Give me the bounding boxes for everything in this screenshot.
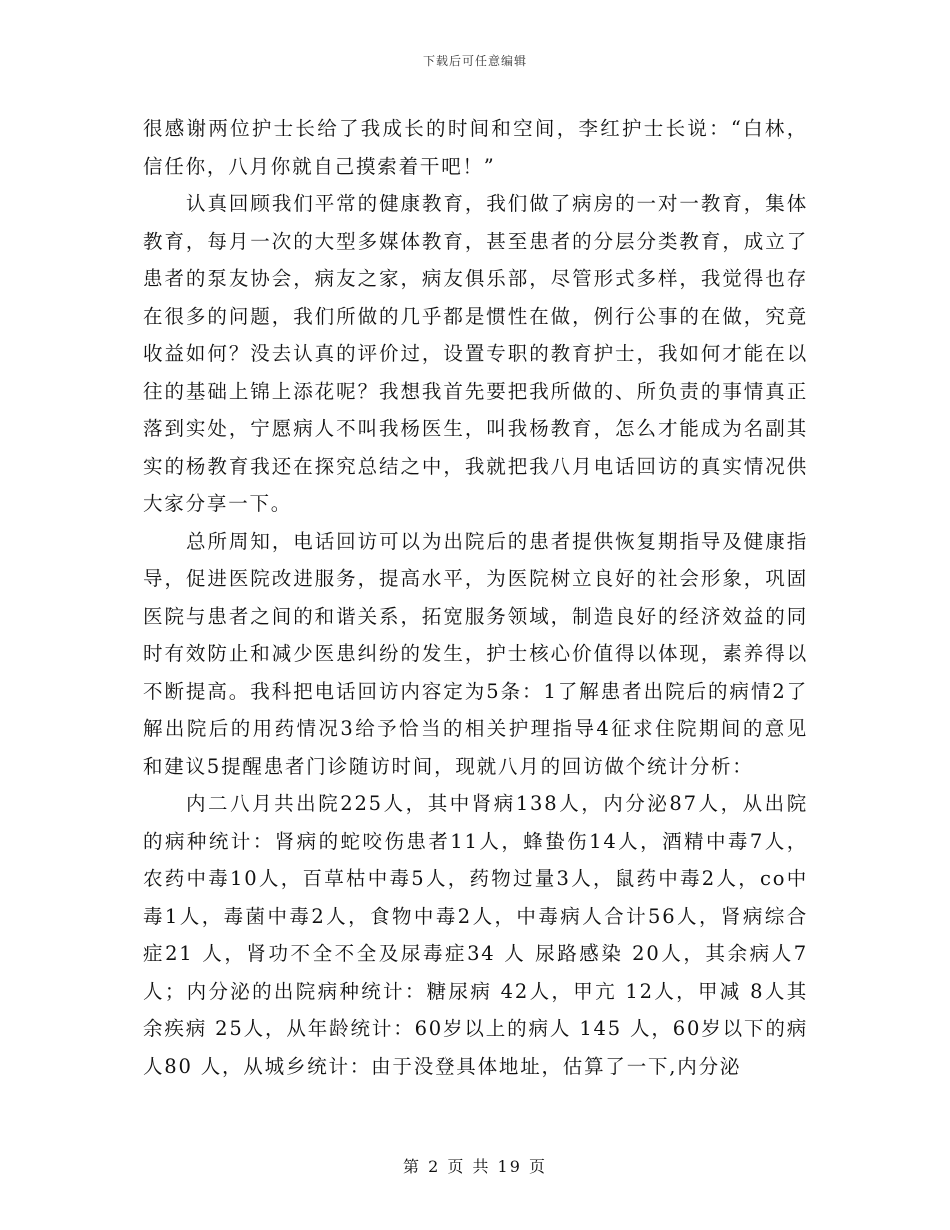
paragraph-1: 很感谢两位护士长给了我成长的时间和空间，李红护士长说：“白林，信任你，八月你就自己摸索着干吧！” <box>143 117 808 178</box>
page-footer: 第 2 页 共 19 页 <box>403 1157 547 1176</box>
paragraph-2: 认真回顾我们平常的健康教育，我们做了病房的一对一教育，集体教育，每月一次的大型多媒体教育，甚至患者的分层分类教育，成立了患者的泵友协会，病友之家，病友俱乐部，尽管形式多样，我觉得也存在很多的问题，我们所做的几乎都是惯性在做，例行公事的在做，究竟收益如何？没去认真的评价过，设置专职的教育护士，我如何才能在以往的基础上锦上添花呢？我想我首先要把我所做的、所负责的事情真正落到实处，宁愿病人不叫我杨医生，叫我杨教育，怎么才能成为名副其实的杨教育我还在探究总结之中，我就把我八月电话回访的真实情况供大家分享一下。 <box>143 192 808 515</box>
paragraph-4: 内二八月共出院225人，其中肾病138人，内分泌87人，从出院的病种统计：肾病的蛇咬伤患者11人，蜂蛰伤14人，酒精中毒7人，农药中毒10人，百草枯中毒5人，药物过量3人，鼠药中毒2人，co中毒1人，毒菌中毒2人，食物中毒2人，中毒病人合计56人，肾病综合症21 人，肾功不全不全及尿毒症34 人 尿路感染 20人，其余病人7人；内分泌的出院病种统计：糖尿病 42人，甲亢 12人，甲减 8人其余疾病 25人，从年龄统计：60岁以上的病人 145 人，60岁以下的病人80 人，从城乡统计：由于没登具体地址，估算了一下,内分泌 <box>143 792 808 1078</box>
document-body <box>143 110 808 1085</box>
paragraph-3: 总所周知，电话回访可以为出院后的患者提供恢复期指导及健康指导，促进医院改进服务，提高水平，为医院树立良好的社会形象，巩固医院与患者之间的和谐关系，拓宽服务领域，制造良好的经济效益的同时有效防止和减少医患纠纷的发生，护士核心价值得以体现，素养得以不断提高。我科把电话回访内容定为5条：1了解患者出院后的病情2了解出院后的用药情况3给予恰当的相关护理指导4征求住院期间的意见和建议5提醒患者门诊随访时间，现就八月的回访做个统计分析： <box>143 529 808 778</box>
page-header: 下载后可任意编辑 <box>422 54 527 68</box>
